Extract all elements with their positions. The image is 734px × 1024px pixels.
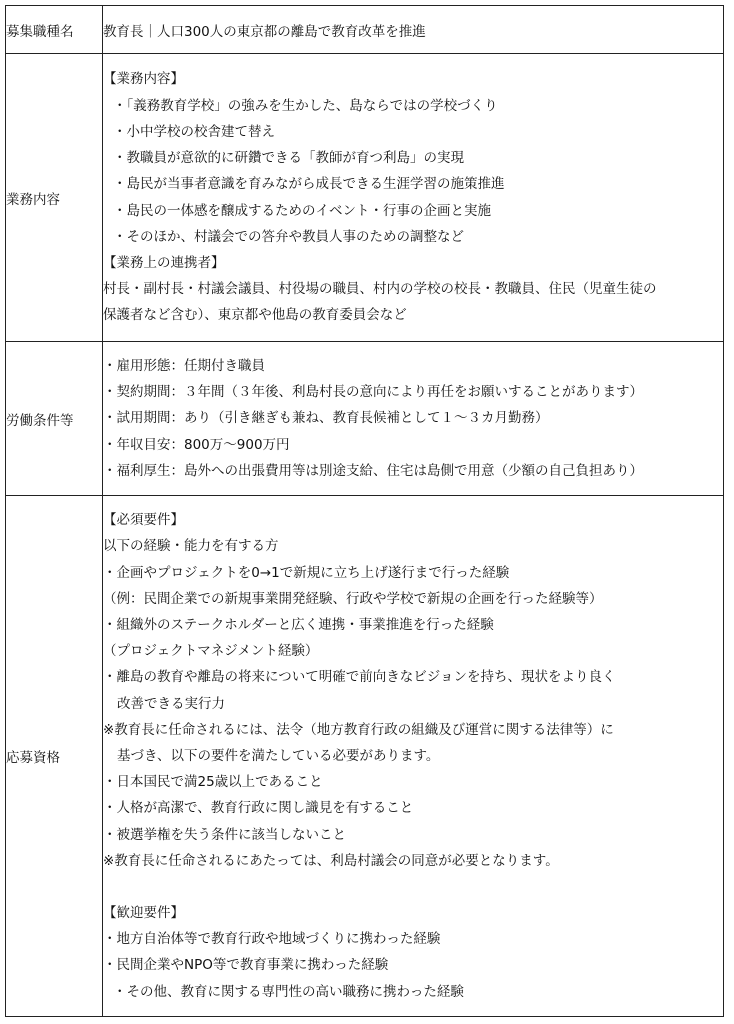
- legal-item: ・日本国民で満25歳以上であること: [103, 774, 323, 791]
- welcome-heading: 【歓迎要件】: [103, 905, 184, 922]
- job-posting-table: [5, 5, 724, 1017]
- duties-content: [103, 54, 724, 342]
- label-qualifications: 応募資格: [6, 496, 103, 1017]
- qualifications-content: [103, 496, 724, 1017]
- required-heading: 【必須要件】: [103, 512, 184, 529]
- required-note: （例：民間企業での新規事業開発経験、行政や学校で新規の企画を行った経験等）: [103, 590, 603, 607]
- condition-item: ・契約期間：３年間（３年後、利島村長の意向により再任をお願いすることがあります）: [103, 384, 643, 401]
- row-duties: [6, 54, 724, 342]
- duty-item: ・教職員が意欲的に研鑽できる「教師が育つ利島」の実現: [113, 150, 464, 167]
- row-conditions: [6, 342, 724, 496]
- partners-heading: 【業務上の連携者】: [103, 254, 225, 271]
- condition-item: ・年収目安：800万〜900万円: [103, 436, 290, 453]
- duty-item: ・小中学校の校舎建て替え: [113, 123, 275, 140]
- spacer: [103, 874, 723, 900]
- legal-note: ※教育長に任命されるには、法令（地方教育行政の組織及び運営に関する法律等）に: [103, 721, 614, 738]
- conditions-content: [103, 342, 724, 496]
- required-item: ・組織外のステークホルダーと広く連携・事業推進を行った経験: [103, 616, 494, 633]
- label-conditions: 労働条件等: [6, 342, 103, 496]
- condition-item: ・福利厚生：島外への出張費用等は別途支給、住宅は島側で用意（少額の自己負担あり）: [103, 462, 643, 479]
- required-intro: 以下の経験・能力を有する方: [103, 538, 279, 555]
- welcome-item: ・その他、教育に関する専門性の高い職務に携わった経験: [113, 983, 464, 1000]
- partners-line: 村長・副村長・村議会議員、村役場の職員、村内の学校の校長・教職員、住民（児童生徒の: [103, 281, 657, 298]
- required-item: ・企画やプロジェクトを0→1で新規に立ち上げ遂行まで行った経験: [103, 564, 510, 581]
- job-title-value: 教育長｜人口300人の東京都の離島で教育改革を推進: [103, 6, 724, 54]
- legal-item: ・被選挙権を失う条件に該当しないこと: [103, 826, 346, 843]
- consent-note: ※教育長に任命されるにあたっては、利島村議会の同意が必要となります。: [103, 852, 559, 869]
- legal-note-cont: 基づき、以下の要件を満たしている必要があります。: [117, 748, 440, 764]
- duties-heading: 【業務内容】: [103, 71, 184, 88]
- row-job-title: [6, 6, 724, 54]
- required-item: ・離島の教育や離島の将来について明確で前向きなビジョンを持ち、現状をより良く: [103, 669, 616, 686]
- partners-line: 保護者など含む）、東京都や他島の教育委員会など: [103, 307, 407, 324]
- legal-item: ・人格が高潔で、教育行政に関し識見を有すること: [103, 800, 414, 817]
- row-qualifications: [6, 496, 724, 1017]
- duty-item: ・島民が当事者意識を育みながら成長できる生涯学習の施策推進: [113, 176, 505, 193]
- duty-item: ・「義務教育学校」の強みを生かした、島ならではの学校づくり: [113, 97, 498, 114]
- duty-item: ・そのほか、村議会での答弁や教員人事のための調整など: [113, 228, 464, 245]
- label-duties: 業務内容: [6, 54, 103, 342]
- label-job-title: 募集職種名: [6, 6, 103, 54]
- duty-item: ・島民の一体感を醸成するためのイベント・行事の企画と実施: [113, 202, 491, 219]
- required-note: （プロジェクトマネジメント経験）: [103, 643, 319, 660]
- welcome-item: ・民間企業やNPO等で教育事業に携わった経験: [103, 957, 389, 974]
- required-item-cont: 改善できる実行力: [117, 695, 225, 712]
- welcome-item: ・地方自治体等で教育行政や地域づくりに携わった経験: [103, 931, 441, 948]
- condition-item: ・試用期間：あり（引き継ぎも兼ね、教育長候補として１〜３カ月勤務）: [103, 410, 549, 427]
- condition-item: ・雇用形態：任期付き職員: [103, 357, 265, 374]
